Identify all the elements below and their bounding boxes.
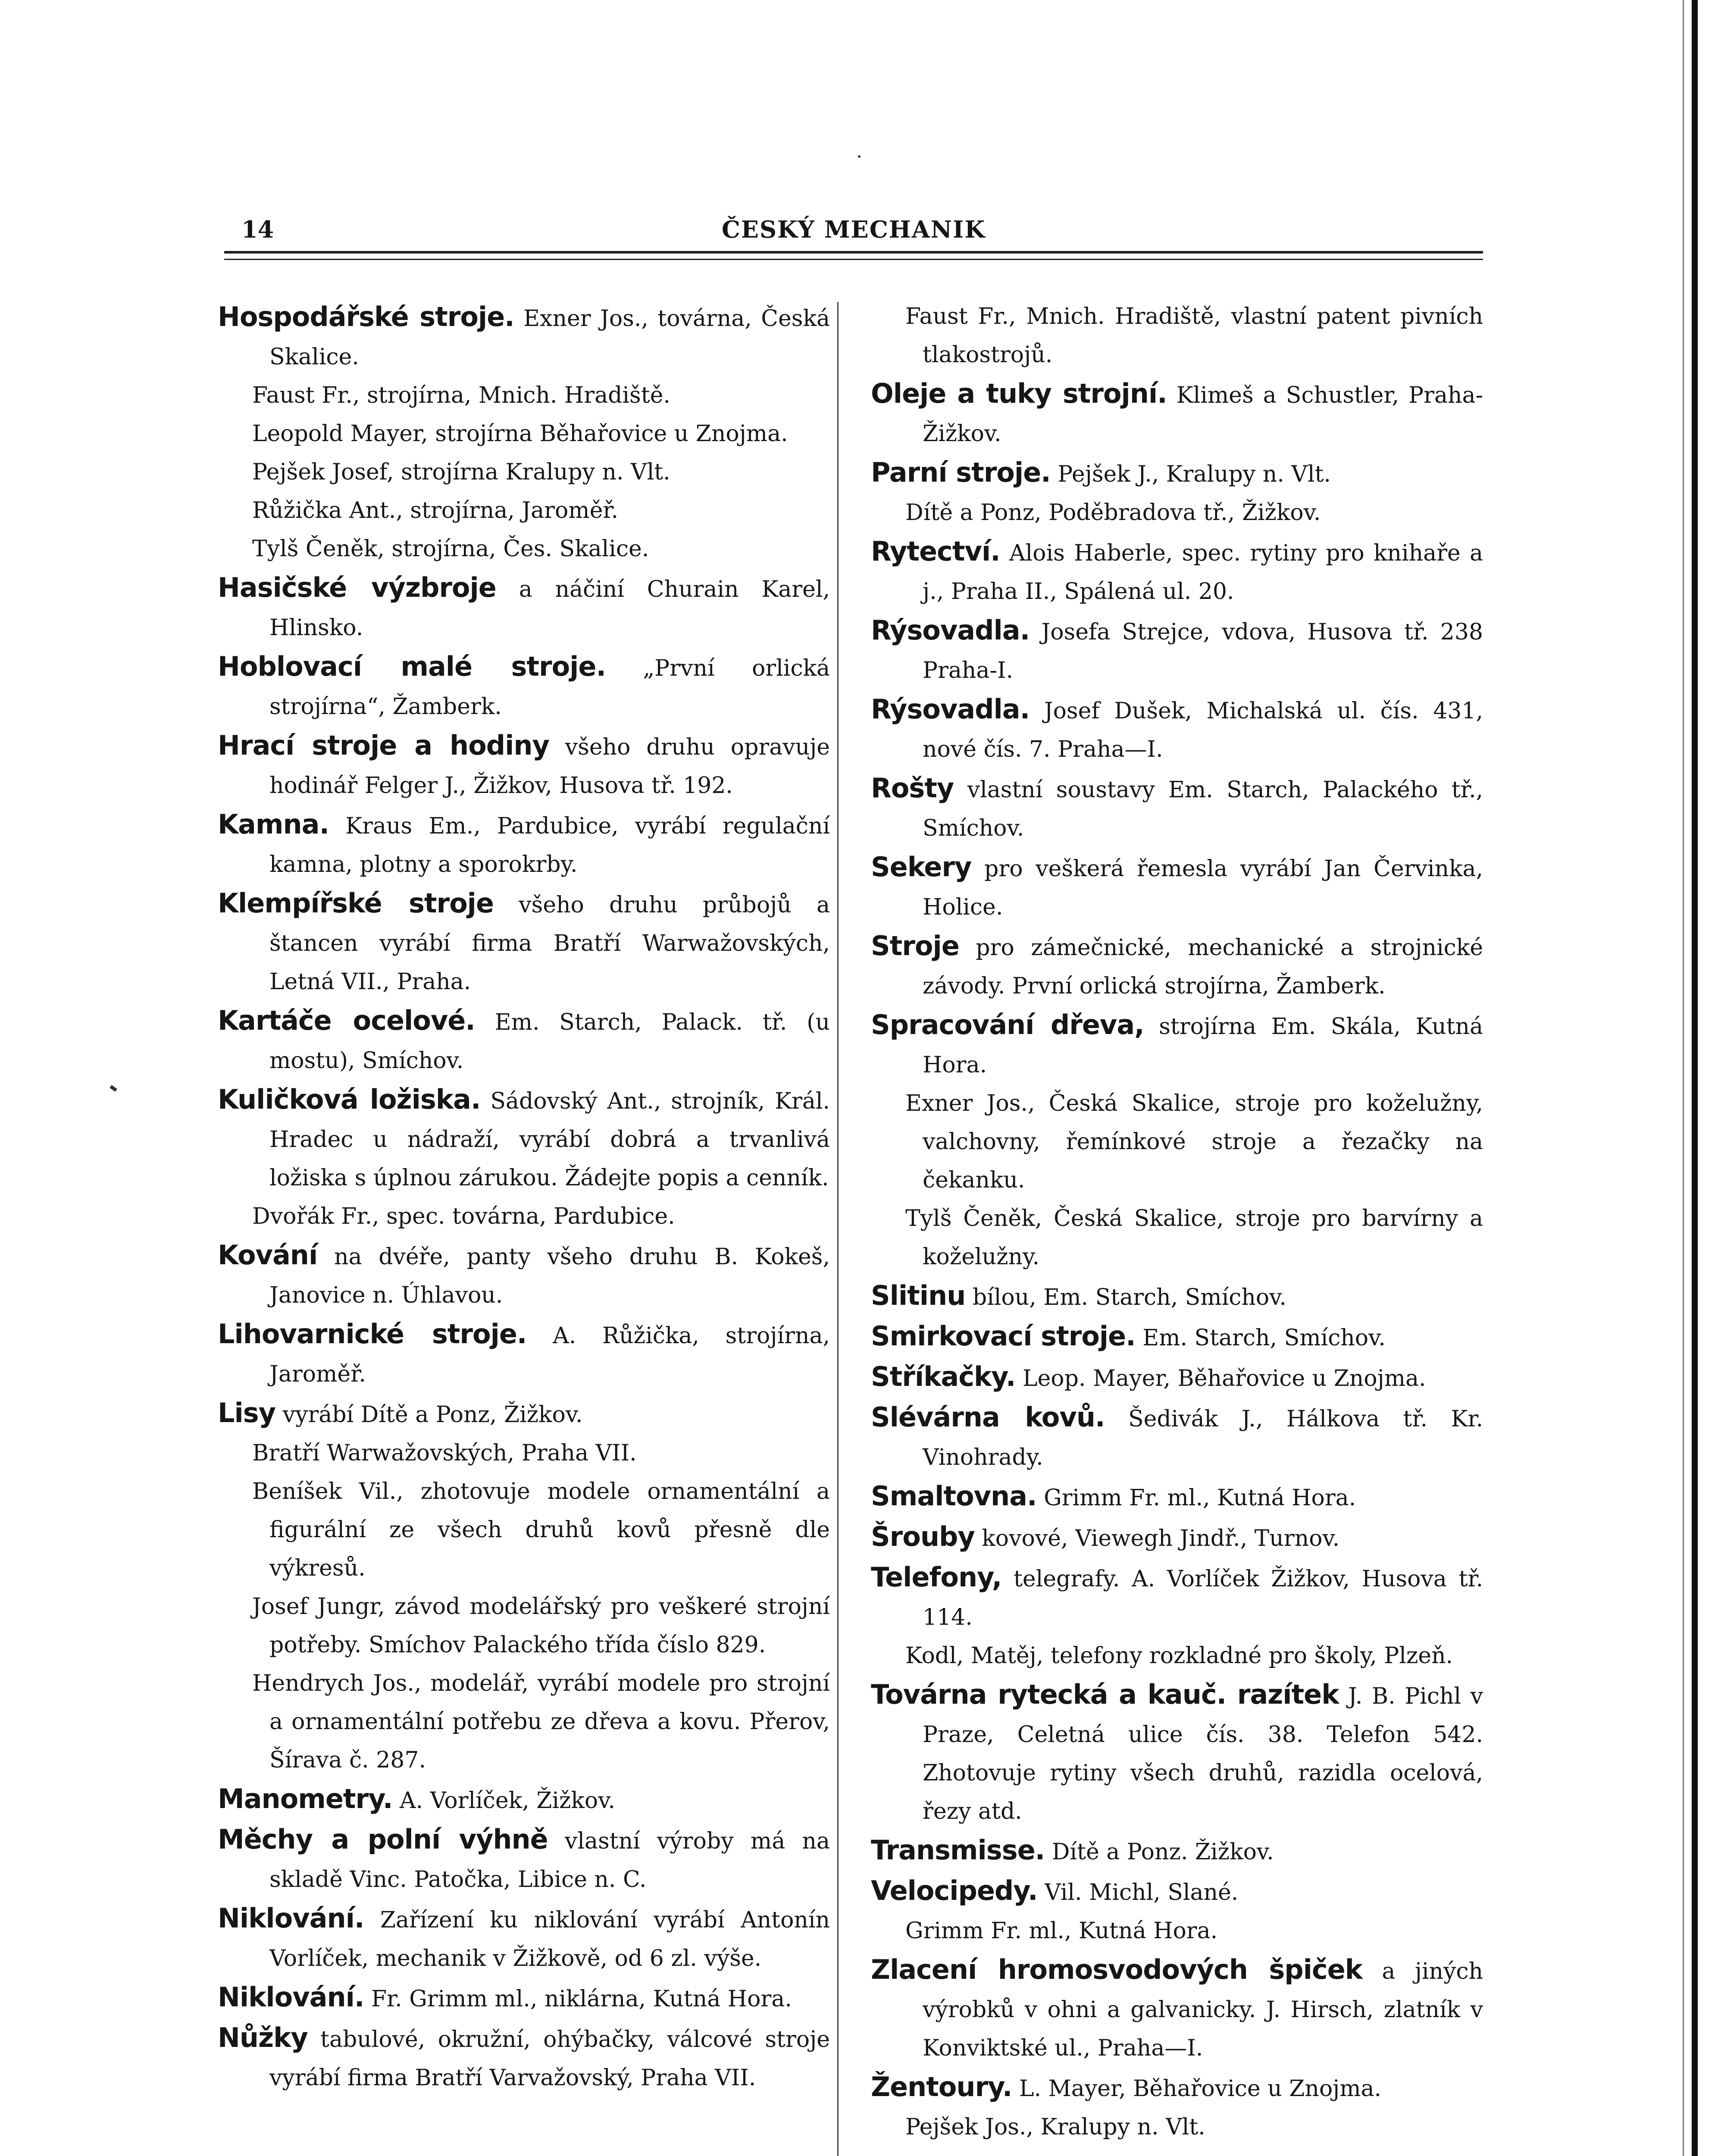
entry-text: Grimm Fr. ml., Kutná Hora. bbox=[905, 1918, 1218, 1944]
directory-entry bbox=[218, 2018, 830, 2097]
entry-text: a náčiní Churain Karel, Hlinsko. bbox=[269, 577, 830, 641]
directory-entry bbox=[871, 2108, 1483, 2147]
entry-text: vlastní výroby má na skladě Vinc. Patočka, Libice n. C. bbox=[269, 1828, 830, 1893]
entry-text: Vil. Michl, Slané. bbox=[1045, 1880, 1239, 1905]
directory-entry bbox=[871, 532, 1483, 611]
directory-entry bbox=[871, 1357, 1483, 1398]
directory-entry bbox=[871, 1200, 1483, 1276]
entry-keyword: Niklování. bbox=[218, 1902, 364, 1934]
entry-text: Exner Jos., továrna, Česká Skalice. bbox=[269, 306, 830, 370]
entry-text: Tylš Čeněk, strojírna, Čes. Skalice. bbox=[252, 536, 649, 562]
entry-text: Hendrych Jos., modelář, vyrábí modele pro strojní a ornamentální potřebu ze dřeva a kovu. Přerov, Šírava č. 287. bbox=[252, 1670, 830, 1773]
entry-keyword: Kování bbox=[218, 1239, 318, 1271]
directory-entry bbox=[218, 492, 830, 530]
page-edge-line bbox=[1683, 0, 1684, 2156]
directory-entry bbox=[871, 769, 1483, 848]
directory-entry bbox=[871, 1477, 1483, 1517]
directory-entry bbox=[218, 647, 830, 726]
entry-keyword: Velocipedy. bbox=[871, 1875, 1038, 1906]
directory-entry bbox=[871, 1637, 1483, 1675]
entry-text: Leop. Mayer, Běhařovice u Znojma. bbox=[1022, 1366, 1426, 1391]
directory-entry bbox=[218, 530, 830, 568]
entry-keyword: Rošty bbox=[871, 772, 954, 804]
entry-text: A. Růžička, strojírna, Jaroměř. bbox=[269, 1323, 830, 1387]
entry-text: Pejšek Josef, strojírna Kralupy n. Vlt. bbox=[252, 459, 670, 485]
page-edge-shadow bbox=[1692, 0, 1698, 2156]
entry-keyword: Žentoury. bbox=[871, 2071, 1012, 2103]
entry-text: Fr. Grimm ml., niklárna, Kutná Hora. bbox=[371, 1986, 792, 2012]
entry-text: pro zámečnické, mechanické a strojnické závody. První orlická strojírna, Žamberk. bbox=[923, 935, 1483, 999]
directory-entry bbox=[218, 1780, 830, 1820]
entry-text: Faust Fr., strojírna, Mnich. Hradiště. bbox=[252, 382, 670, 408]
running-title: ČESKÝ MECHANIK bbox=[721, 216, 986, 243]
directory-entry bbox=[871, 1950, 1483, 2068]
column-divider bbox=[837, 302, 839, 2156]
entry-keyword: Slitinu bbox=[871, 1280, 966, 1311]
entry-text: Růžička Ant., strojírna, Jaroměř. bbox=[252, 498, 619, 523]
entry-keyword: Šrouby bbox=[871, 1521, 975, 1552]
entry-text: Alois Haberle, spec. rytiny pro knihaře a j., Praha II., Spálená ul. 20. bbox=[923, 540, 1483, 605]
entry-keyword: Transmisse. bbox=[871, 1834, 1045, 1866]
directory-entry bbox=[871, 2068, 1483, 2108]
entry-keyword: Rýsovadla. bbox=[871, 693, 1030, 725]
entry-keyword: Slévárna kovů. bbox=[871, 1401, 1105, 1433]
entry-text: Faust Fr., Mnich. Hradiště, vlastní patent pivních tlakostrojů. bbox=[905, 304, 1483, 368]
entry-keyword: Sekery bbox=[871, 851, 972, 883]
directory-entry bbox=[871, 1871, 1483, 1912]
directory-entry bbox=[871, 1912, 1483, 1950]
entry-keyword: Kartáče ocelové. bbox=[218, 1005, 475, 1036]
directory-entry bbox=[218, 298, 830, 376]
directory-entry bbox=[218, 415, 830, 453]
entry-text: bílou, Em. Starch, Smíchov. bbox=[972, 1285, 1286, 1310]
entry-text: Tylš Čeněk, Česká Skalice, stroje pro barvírny a koželužny. bbox=[905, 1206, 1483, 1270]
directory-entry bbox=[218, 1001, 830, 1080]
entry-keyword: Telefony, bbox=[871, 1561, 1002, 1593]
entry-text: Kodl, Matěj, telefony rozkladné pro školy, Plzeň. bbox=[905, 1643, 1453, 1669]
entry-text: strojírna Em. Skála, Kutná Hora. bbox=[923, 1014, 1483, 1078]
entry-keyword: Parní stroje. bbox=[871, 457, 1051, 488]
directory-entry bbox=[218, 568, 830, 647]
directory-entry bbox=[218, 376, 830, 415]
directory-entry bbox=[871, 1276, 1483, 1317]
entry-keyword: Manometry. bbox=[218, 1783, 393, 1814]
entry-keyword: Stroje bbox=[871, 930, 959, 962]
entry-keyword: Spracování dřeva, bbox=[871, 1009, 1144, 1040]
directory-entry bbox=[871, 690, 1483, 769]
entry-text: Josef Dušek, Michalská ul. čís. 431, nové čís. 7. Praha—I. bbox=[923, 698, 1483, 762]
entry-keyword: Nůžky bbox=[218, 2022, 308, 2053]
entry-text: a jiných výrobků v ohni a galvanicky. J. Hirsch, zlatník v Konviktské ul., Praha—I. bbox=[923, 1959, 1483, 2061]
directory-entry bbox=[871, 1084, 1483, 1200]
entry-keyword: Hrací stroje a hodiny bbox=[218, 730, 549, 761]
directory-entry bbox=[871, 1675, 1483, 1831]
directory-entry bbox=[218, 1899, 830, 1978]
entry-text: Dvořák Fr., spec. továrna, Pardubice. bbox=[252, 1203, 675, 1229]
entry-text: Josef Jungr, závod modelářský pro veškeré strojní potřeby. Smíchov Palackého třída číslo 829. bbox=[252, 1594, 830, 1658]
entry-text: Grimm Fr. ml., Kutná Hora. bbox=[1044, 1485, 1356, 1511]
entry-text: Klimeš a Schustler, Praha-Žižkov. bbox=[923, 382, 1483, 447]
directory-entry bbox=[871, 927, 1483, 1006]
entry-text: L. Mayer, Běhařovice u Znojma. bbox=[1019, 2076, 1382, 2102]
entry-text: Pejšek J., Kralupy n. Vlt. bbox=[1058, 461, 1331, 487]
right-column bbox=[871, 298, 1483, 2147]
entry-keyword: Zlacení hromosvodových špiček bbox=[871, 1954, 1362, 1985]
entry-keyword: Měchy a polní výhně bbox=[218, 1824, 548, 1855]
directory-entry bbox=[871, 1558, 1483, 1637]
directory-entry bbox=[871, 1317, 1483, 1357]
entry-keyword: Kamna. bbox=[218, 808, 329, 840]
directory-entry bbox=[218, 1978, 830, 2018]
entry-text: tabulové, okružní, ohýbačky, válcové stroje vyrábí firma Bratří Varvažovský, Praha VII. bbox=[269, 2027, 830, 2091]
entry-text: A. Vorlíček, Žižkov. bbox=[399, 1788, 615, 1814]
directory-entry bbox=[218, 1588, 830, 1664]
directory-entry bbox=[218, 1664, 830, 1780]
directory-entry bbox=[218, 1394, 830, 1434]
entry-text: Exner Jos., Česká Skalice, stroje pro koželužny, valchovny, řemínkové stroje a řezačky na čekanku. bbox=[905, 1091, 1483, 1193]
page-number: 14 bbox=[241, 216, 274, 243]
entry-text: Pejšek Jos., Kralupy n. Vlt. bbox=[905, 2114, 1205, 2140]
directory-entry bbox=[218, 1236, 830, 1315]
print-speck bbox=[858, 155, 861, 158]
entry-text: Sádovský Ant., strojník, Král. Hradec u nádraží, vyrábí dobrá a trvanlivá ložiska s úplnou zárukou. Žádejte popis a cenník. bbox=[269, 1088, 830, 1191]
left-column bbox=[218, 298, 830, 2097]
directory-entry bbox=[218, 726, 830, 805]
directory-entry bbox=[218, 1315, 830, 1394]
directory-entry bbox=[871, 1398, 1483, 1477]
header-rule-thin bbox=[224, 259, 1483, 260]
entry-keyword: Klempířské stroje bbox=[218, 887, 494, 919]
entry-text: Šedivák J., Hálkova tř. Kr. Vinohrady. bbox=[923, 1406, 1483, 1470]
print-speck bbox=[110, 1085, 117, 1092]
entry-text: kovové, Viewegh Jindř., Turnov. bbox=[982, 1526, 1340, 1551]
entry-text: Dítě a Ponz. Žižkov. bbox=[1052, 1839, 1274, 1865]
entry-text: Josefa Strejce, vdova, Husova tř. 238 Praha-I. bbox=[923, 619, 1483, 683]
entry-text: „První orlická strojírna“, Žamberk. bbox=[269, 655, 830, 720]
entry-keyword: Hasičské výzbroje bbox=[218, 572, 496, 603]
page-header bbox=[224, 216, 1483, 246]
entry-text: Leopold Mayer, strojírna Běhařovice u Znojma. bbox=[252, 421, 788, 447]
directory-entry bbox=[871, 848, 1483, 927]
entry-text: Bratří Warwažovských, Praha VII. bbox=[252, 1440, 637, 1466]
entry-text: Dítě a Ponz, Poděbradova tř., Žižkov. bbox=[905, 500, 1321, 526]
directory-entry bbox=[871, 1006, 1483, 1084]
entry-text: Kraus Em., Pardubice, vyrábí regulační kamna, plotny a sporokrby. bbox=[269, 813, 830, 877]
directory-entry bbox=[871, 374, 1483, 453]
entry-keyword: Rýsovadla. bbox=[871, 614, 1030, 646]
entry-text: na dvéře, panty všeho druhu B. Kokeš, Janovice n. Úhlavou. bbox=[269, 1244, 830, 1308]
entry-text: telegrafy. A. Vorlíček Žižkov, Husova tř. 114. bbox=[923, 1566, 1483, 1630]
entry-text: všeho druhu průbojů a štancen vyrábí firma Bratří Warwažovských, Letná VII., Praha. bbox=[269, 892, 830, 995]
entry-keyword: Lisy bbox=[218, 1397, 276, 1429]
directory-entry bbox=[871, 494, 1483, 532]
directory-entry bbox=[218, 1197, 830, 1236]
entry-keyword: Oleje a tuky strojní. bbox=[871, 378, 1167, 409]
directory-entry bbox=[218, 453, 830, 492]
directory-entry bbox=[871, 1831, 1483, 1871]
entry-keyword: Kuličková ložiska. bbox=[218, 1084, 481, 1115]
entry-keyword: Lihovarnické stroje. bbox=[218, 1318, 527, 1350]
directory-entry bbox=[218, 805, 830, 884]
directory-entry bbox=[871, 298, 1483, 374]
entry-keyword: Hospodářské stroje. bbox=[218, 301, 514, 332]
directory-entry bbox=[218, 884, 830, 1001]
directory-entry bbox=[218, 1434, 830, 1473]
entry-text: Zařízení ku niklování vyrábí Antonín Vorlíček, mechanik v Žižkově, od 6 zl. výše. bbox=[269, 1907, 830, 1971]
entry-text: vyrábí Dítě a Ponz, Žižkov. bbox=[282, 1402, 583, 1428]
entry-keyword: Smaltovna. bbox=[871, 1480, 1037, 1512]
entry-keyword: Stříkačky. bbox=[871, 1361, 1016, 1392]
entry-keyword: Rytectví. bbox=[871, 536, 1000, 567]
entry-keyword: Hoblovací malé stroje. bbox=[218, 651, 606, 682]
entry-text: pro veškerá řemesla vyrábí Jan Červinka, Holice. bbox=[923, 856, 1483, 920]
entry-text: Beníšek Vil., zhotovuje modele ornamentální a figurální ze všech druhů kovů přesně dle výkresů. bbox=[252, 1479, 830, 1581]
entry-text: Em. Starch, Smíchov. bbox=[1142, 1325, 1386, 1351]
directory-entry bbox=[218, 1080, 830, 1197]
header-rule-thick bbox=[224, 251, 1483, 254]
directory-entry bbox=[871, 453, 1483, 494]
directory-entry bbox=[871, 1517, 1483, 1558]
entry-text: všeho druhu opravuje hodinář Felger J., Žižkov, Husova tř. 192. bbox=[269, 734, 830, 799]
entry-keyword: Niklování. bbox=[218, 1981, 364, 2013]
entry-text: Em. Starch, Palack. tř. (u mostu), Smíchov. bbox=[269, 1009, 830, 1074]
entry-keyword: Továrna rytecká a kauč. razítek bbox=[871, 1679, 1339, 1710]
entry-keyword: Smirkovací stroje. bbox=[871, 1320, 1136, 1352]
entry-text: J. B. Pichl v Praze, Celetná ulice čís. 38. Telefon 542. Zhotovuje rytiny všech druhů, razidla ocelová, řezy atd. bbox=[923, 1683, 1483, 1824]
directory-entry bbox=[871, 611, 1483, 690]
directory-entry bbox=[218, 1820, 830, 1899]
directory-entry bbox=[218, 1473, 830, 1588]
entry-text: vlastní soustavy Em. Starch, Palackého tř., Smíchov. bbox=[923, 777, 1483, 841]
